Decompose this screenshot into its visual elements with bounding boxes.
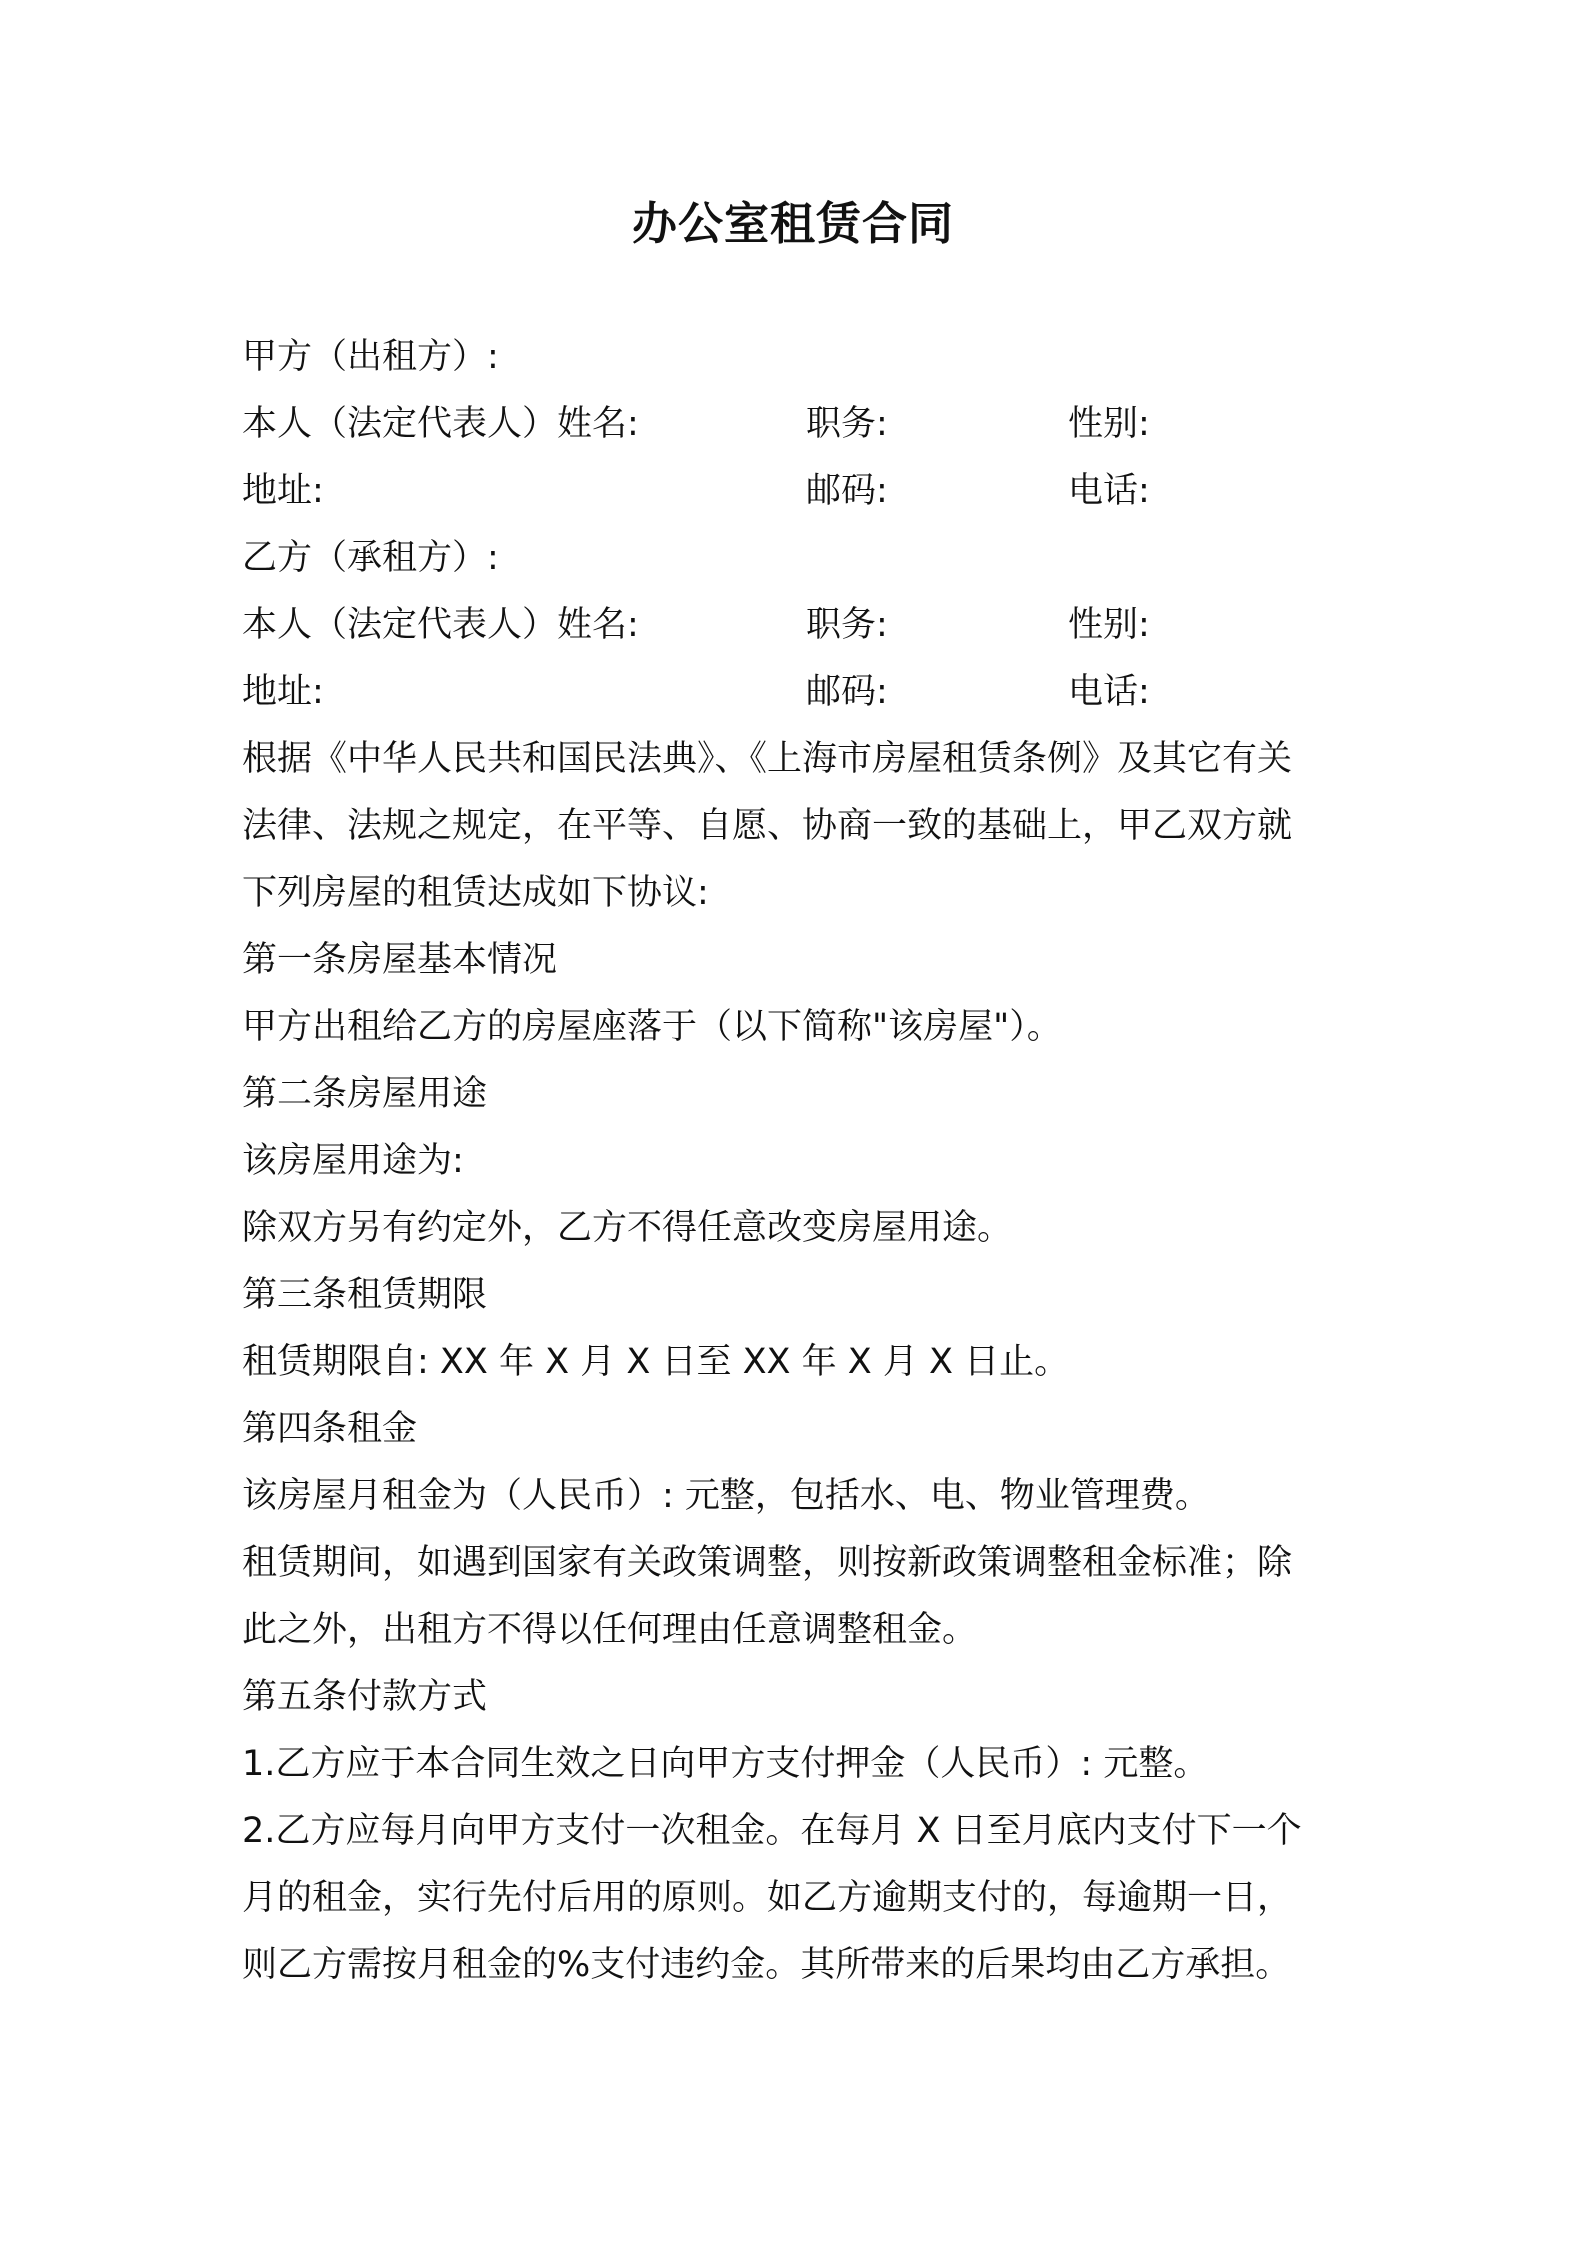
article-5-heading: 第五条付款方式 [242,1677,488,1717]
party-a-phone-label: 电话: [1068,471,1150,511]
article-4-text: 租赁期间，如遇到国家有关政策调整，则按新政策调整租金标准；除 [242,1543,1293,1583]
party-b-phone-label: 电话: [1068,672,1150,712]
article-5-text: 2.乙方应每月向甲方支付一次租金。在每月 X 日至月底内支付下一个 [242,1811,1302,1851]
document-body [242,324,1362,1999]
article-5-text: 1.乙方应于本合同生效之日向甲方支付押金（人民币）: 元整。 [242,1744,1209,1784]
party-a-address-label: 地址: [242,471,324,511]
article-1-text: 甲方出租给乙方的房屋座落于（以下简称"该房屋"）。 [242,1007,1062,1047]
party-b-person-row [242,592,1362,659]
article-3-heading: 第三条租赁期限 [242,1275,488,1315]
party-a-person-row [242,391,1362,458]
preamble-line: 根据《中华人民共和国民法典》、《上海市房屋租赁条例》及其它有关 [242,739,1293,779]
preamble-line: 法律、法规之规定，在平等、自愿、协商一致的基础上，甲乙双方就 [242,806,1293,846]
party-b-postcode-label: 邮码: [806,672,888,712]
party-b-address-label: 地址: [242,672,324,712]
party-a-position-label: 职务: [806,404,888,444]
party-a-name-label: 本人（法定代表人）姓名: [242,404,639,444]
party-b-heading [242,525,1362,592]
preamble-line: 下列房屋的租赁达成如下协议: [242,873,709,913]
article-4-text: 该房屋月租金为（人民币）: 元整，包括水、电、物业管理费。 [242,1476,1210,1516]
article-5-text: 则乙方需按月租金的%支付违约金。其所带来的后果均由乙方承担。 [242,1945,1291,1985]
article-2-text: 除双方另有约定外，乙方不得任意改变房屋用途。 [242,1208,1013,1248]
article-5-text: 月的租金，实行先付后用的原则。如乙方逾期支付的，每逾期一日， [242,1878,1293,1918]
party-b-name-label: 本人（法定代表人）姓名: [242,605,639,645]
party-a-postcode-label: 邮码: [806,471,888,511]
article-1-heading: 第一条房屋基本情况 [242,940,558,980]
article-4-heading: 第四条租金 [242,1409,418,1449]
party-a-heading [242,324,1362,391]
article-2-heading: 第二条房屋用途 [242,1074,488,1114]
article-4-text: 此之外，出租方不得以任何理由任意调整租金。 [242,1610,978,1650]
article-2-text: 该房屋用途为: [242,1141,464,1181]
party-b-gender-label: 性别: [1068,605,1150,645]
party-a-gender-label: 性别: [1068,404,1150,444]
party-b-contact-row [242,659,1362,726]
party-b-position-label: 职务: [806,605,888,645]
party-a-contact-row [242,458,1362,525]
document-title: 办公室租赁合同 [631,197,954,250]
party-a-heading-text: 甲方（出租方）: [242,337,499,377]
party-b-heading-text: 乙方（承租方）: [242,538,499,578]
article-3-text: 租赁期限自: XX 年 X 月 X 日至 XX 年 X 月 X 日止。 [242,1342,1070,1382]
